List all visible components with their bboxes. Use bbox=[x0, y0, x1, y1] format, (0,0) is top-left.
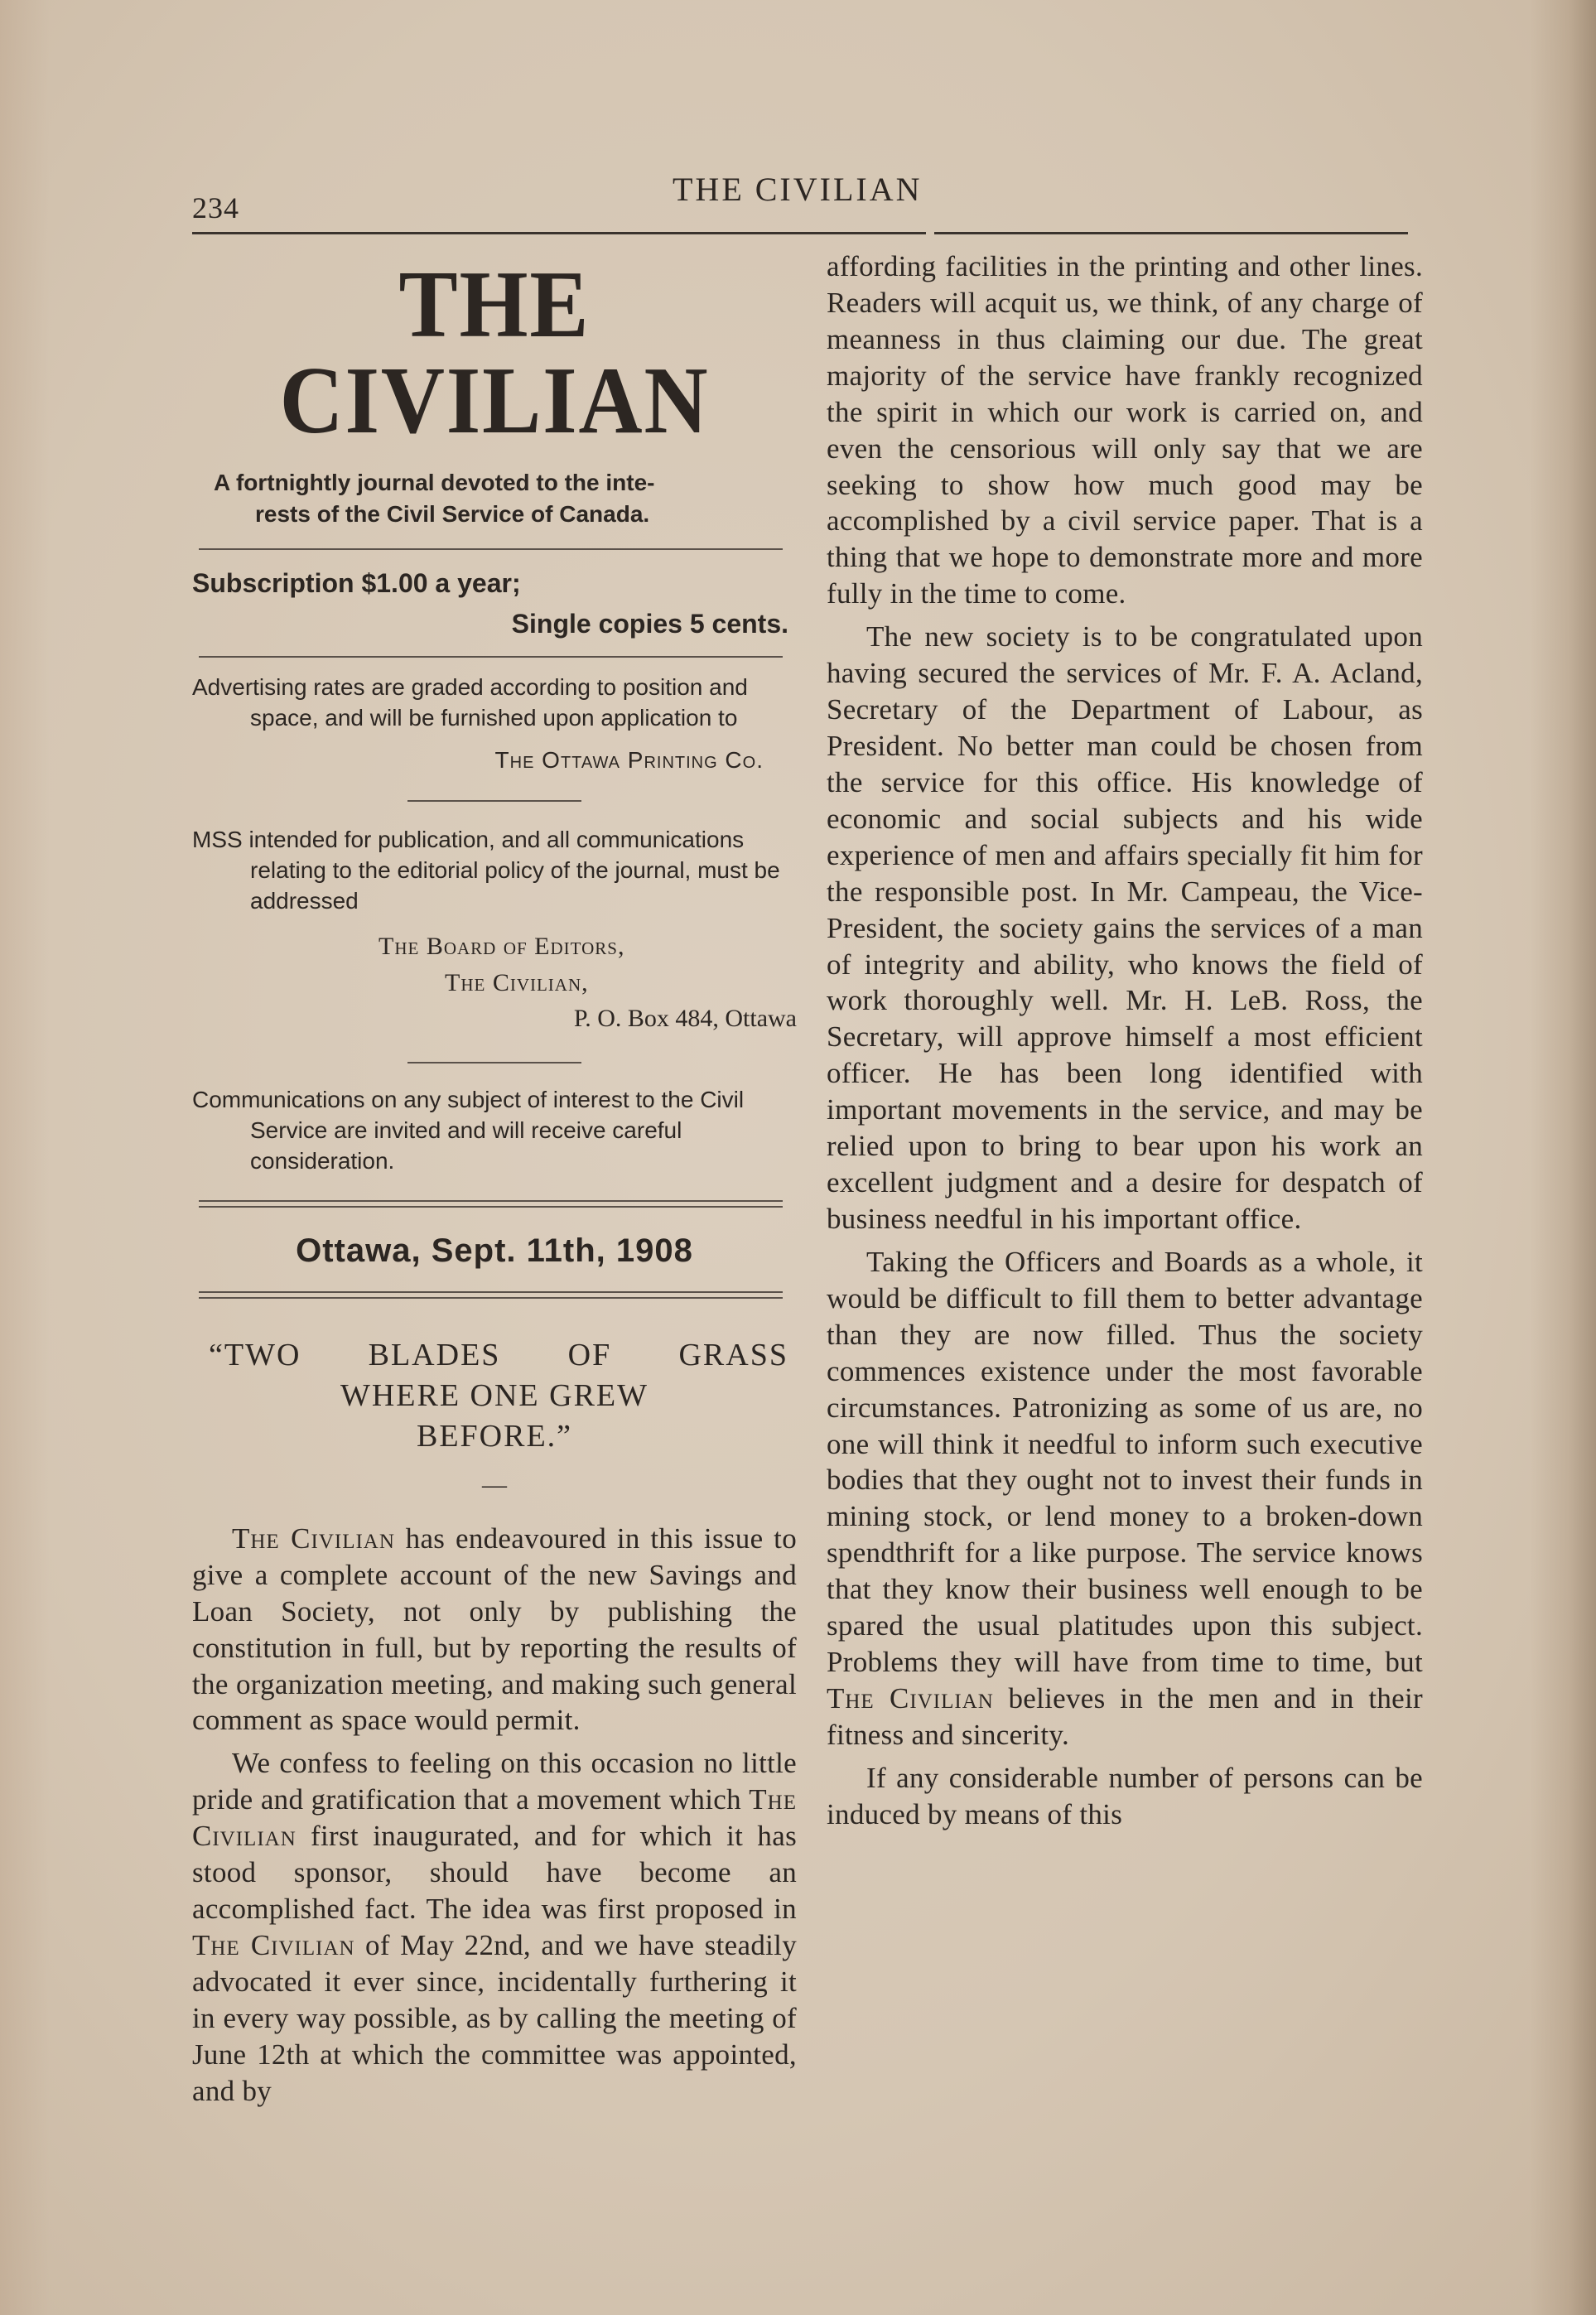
paragraph-text: We confess to feeling on this occasion no little pride and gratification that a movement which bbox=[192, 1747, 797, 1816]
issue-dateline: Ottawa, Sept. 11th, 1908 bbox=[296, 1232, 693, 1269]
paragraph-text: has endeavoured in this issue to give a complete account of the new Savings and Loan Society, not only by publishing the constitution in full, but by reporting the results of the organization meeting, and making such general comment as space would permit. bbox=[192, 1522, 797, 1737]
subscription-price: Subscription $1.00 a year; bbox=[192, 567, 521, 598]
address-line-2: The Civilian, bbox=[445, 968, 589, 996]
short-divider bbox=[407, 800, 581, 802]
article-title-line-1 bbox=[192, 1335, 797, 1376]
paragraph-text: first inaugurated, and for which it has stood sponsor, should have become an accomplished fact. The idea was first proposed in bbox=[192, 1820, 797, 1926]
tagline-line-2: rests of the Civil Service of Canada. bbox=[255, 500, 650, 527]
double-rule bbox=[199, 1200, 783, 1208]
printer-name: The Ottawa Printing Co. bbox=[494, 746, 764, 773]
paragraph-text: of May 22nd, and we have steadily advocated it ever since, incidentally furthering it in every way possible, as by calling the meeting of June 12th at which the committee was appointed, and by bbox=[192, 1928, 797, 2107]
article-paragraph-2 bbox=[192, 1745, 797, 2109]
header-rule-left bbox=[192, 232, 926, 234]
article-paragraph-6: If any considerable number of persons can be induced by means of this bbox=[827, 1761, 1423, 1830]
article-paragraph-4: The new society is to be congratulated upon having secured the services of Mr. F. A. Acland, Secretary of the Department of Labour, as President. No better man could be chosen from the service for this office. His knowledge of economic and social subjects and his wide experience of men and affairs specially fit him for the responsible post. In Mr. Campeau, the Vice-President, the society gains the services of a man of integrity and ability, who knows the field of work thoroughly well. Mr. H. LeB. Ross, the Secretary, will approve himself a most efficient officer. He has been long identified with important movements in the service, and may be relied upon to bring to bear upon his work an excellent judgment and a desire for despatch of business needful in his important office. bbox=[827, 620, 1423, 1235]
tagline-line-1: A fortnightly journal devoted to the inte- bbox=[214, 470, 655, 495]
mss-notice: MSS intended for publication, and all communications relating to the editorial policy of the journal, must be addressed bbox=[192, 827, 780, 914]
title-word: OF bbox=[567, 1337, 612, 1372]
left-column bbox=[192, 248, 797, 2110]
short-divider bbox=[407, 1062, 581, 1063]
single-copy-price: Single copies 5 cents. bbox=[511, 608, 788, 639]
publication-name: The Civilian bbox=[827, 1681, 994, 1715]
paragraph-text: Taking the Officers and Boards as a whole, it would be difficult to fill them to better advantage than they are now filled. Thus the society commences existence under the most favorable circumstances. Patronizing as some of us are, no one will think it needful to inform such executive bodies that they ought not to invest their funds in mining stock, or lend money to a broken-down spendthrift for a like purpose. The service knows that they know their business well enough to be spared the usual platitudes upon this subject. Problems they will have from time to time, but bbox=[827, 1245, 1423, 1679]
divider-rule bbox=[199, 656, 783, 658]
article-title-line-2: WHERE ONE GREW bbox=[340, 1378, 649, 1414]
page-edge-right bbox=[1530, 0, 1596, 2315]
paragraph-text: believes in the men and in their fitness and sincerity. bbox=[827, 1681, 1423, 1751]
article-title-line-3: BEFORE.” bbox=[416, 1419, 573, 1454]
advertising-notice: Advertising rates are graded according to position and space, and will be furnished upon application to bbox=[192, 673, 748, 731]
title-word: GRASS bbox=[678, 1337, 788, 1372]
masthead-title: THE CIVILIAN bbox=[279, 252, 710, 454]
article-paragraph-5 bbox=[827, 1244, 1423, 1753]
publication-name: The Civilian bbox=[192, 1783, 797, 1853]
double-rule bbox=[199, 1291, 783, 1299]
communications-notice: Communications on any subject of interest to the Civil Service are invited and will receive careful consideration. bbox=[192, 1086, 745, 1174]
address-line-1: The Board of Editors, bbox=[379, 933, 625, 961]
publication-name: The Civilian bbox=[192, 1928, 355, 1961]
page-number: 234 bbox=[192, 191, 239, 224]
address-line-3: P. O. Box 484, Ottawa bbox=[573, 1005, 797, 1033]
editors-address bbox=[192, 928, 797, 1037]
article-paragraph-3: affording facilities in the printing and other lines. Readers will acquit us, we think, of any charge of meanness in thus claiming our due. The great majority of the service have frankly recognized the spirit in which our work is carried on, and even the censorious will only say that we are seeking to show how much good may be accomplished by a civil service paper. That is a thing that we hope to demonstrate more and more fully in the time to come. bbox=[827, 250, 1423, 610]
article-paragraph-1 bbox=[192, 1521, 797, 1739]
title-word: “TWO bbox=[209, 1337, 301, 1372]
divider-rule bbox=[199, 548, 783, 550]
article-title bbox=[192, 1335, 797, 1458]
masthead-tagline bbox=[192, 467, 797, 530]
running-head: THE CIVILIAN bbox=[673, 171, 923, 208]
title-word: BLADES bbox=[368, 1337, 501, 1372]
publication-name: The Civilian bbox=[232, 1522, 395, 1555]
right-column bbox=[827, 248, 1423, 1833]
header-rule-right bbox=[934, 232, 1408, 234]
page-edge-left bbox=[0, 0, 50, 2315]
title-separator: — bbox=[482, 1470, 507, 1498]
